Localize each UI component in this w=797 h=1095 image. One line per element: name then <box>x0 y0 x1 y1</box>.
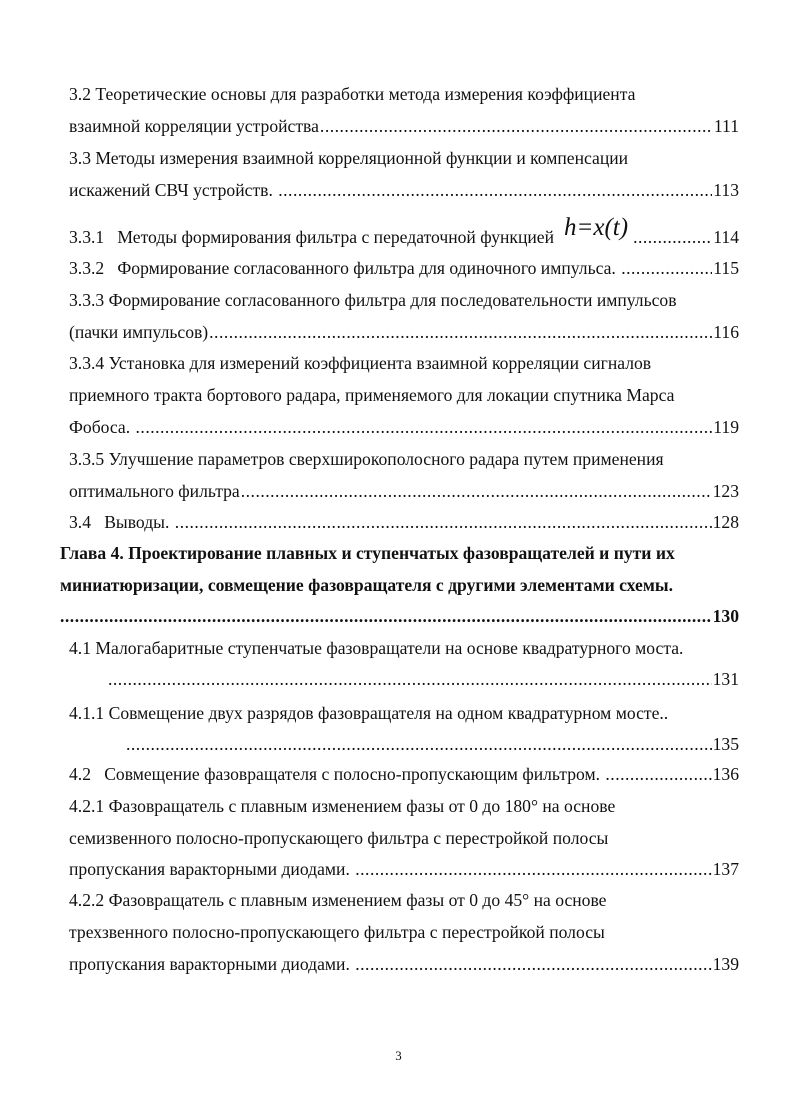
toc-4-2-1-title: пропускания варакторными диодами. <box>69 859 355 879</box>
toc-chapter-4-page: 130 <box>712 606 739 626</box>
toc-3-3-5-title: оптимального фильтра <box>69 481 240 501</box>
toc-4-2-page: 136 <box>712 764 739 784</box>
toc-3-2-page: 111 <box>713 116 739 136</box>
toc-3-3-1-title: 3.3.1 Методы формирования фильтра с передаточной функцией <box>69 227 555 247</box>
toc-4-2-2-line3 <box>69 952 739 976</box>
toc-3-3-3-title: (пачки импульсов) <box>69 322 209 342</box>
toc-3-3-3-line1: 3.3.3 Формирование согласованного фильтра для последовательности импульсов <box>69 290 677 310</box>
toc-3-3-line2 <box>69 178 739 202</box>
toc-3-3-4-line1: 3.3.4 Установка для измерений коэффициента взаимной корреляции сигналов <box>69 353 652 373</box>
toc-3-3-4-page: 119 <box>713 417 739 437</box>
toc-3-3-5-line1: 3.3.5 Улучшение параметров сверхширокополосного радара путем применения <box>69 449 664 469</box>
toc-4-2-2-title: пропускания варакторными диодами. <box>69 954 355 974</box>
toc-4-2-1-line3 <box>69 857 739 881</box>
toc-3-3-2-title: 3.3.2 Формирование согласованного фильтра для одиночного импульса. <box>69 258 621 278</box>
toc-3-3-line1: 3.3 Методы измерения взаимной корреляционной функции и компенсации <box>69 148 629 168</box>
toc-4-2-1-line1: 4.2.1 Фазовращатель с плавным изменением фазы от 0 до 180° на основе <box>69 796 616 816</box>
toc-4-2-title: 4.2 Совмещение фазовращателя с полосно-пропускающим фильтром. <box>69 764 605 784</box>
toc-4-2-1-page: 137 <box>712 859 739 879</box>
toc-4-2-2-page: 139 <box>712 954 739 974</box>
toc-3-3-1 <box>69 214 739 248</box>
toc-3-3-title: искажений СВЧ устройств. <box>69 180 278 200</box>
toc-4-1-line2 <box>108 667 739 691</box>
toc-3-3-5-page: 123 <box>712 481 739 501</box>
toc-3-3-4-line3 <box>69 415 739 439</box>
toc-4-2-2-line1: 4.2.2 Фазовращатель с плавным изменением фазы от 0 до 45° на основе <box>69 890 607 910</box>
transfer-function-formula: h=x(t) <box>564 214 629 241</box>
toc-3-3-3-page: 116 <box>713 322 739 342</box>
toc-4-1-page: 131 <box>712 669 739 689</box>
toc-3-3-2-page: 115 <box>713 258 739 278</box>
toc-4-1-1-page: 135 <box>712 734 739 754</box>
toc-3-3-2 <box>69 256 739 280</box>
toc-4-1-1-line2 <box>126 732 739 756</box>
toc-3-4-page: 128 <box>712 512 739 532</box>
toc-3-3-1-page: 114 <box>713 227 739 247</box>
toc-3-3-4-line2: приемного тракта бортового радара, применяемого для локации спутника Марса <box>69 385 675 405</box>
toc-chapter-4-line1: Глава 4. Проектирование плавных и ступенчатых фазовращателей и пути их <box>60 543 675 563</box>
toc-3-4 <box>69 510 739 534</box>
toc-3-4-title: 3.4 Выводы. <box>69 512 174 532</box>
toc-4-1-line1: 4.1 Малогабаритные ступенчатые фазовращатели на основе квадратурного моста. <box>69 638 684 658</box>
toc-4-2-1-line2: семизвенного полосно-пропускающего фильтра с перестройкой полосы <box>69 828 609 848</box>
toc-3-3-4-title: Фобоса. <box>69 417 135 437</box>
toc-3-3-3-line2 <box>69 320 739 344</box>
toc-4-2 <box>69 762 739 786</box>
toc-3-2-title: взаимной корреляции устройства <box>69 116 319 136</box>
toc-3-3-page: 113 <box>713 180 739 200</box>
page-number: 3 <box>395 1048 402 1063</box>
toc-chapter-4-line2: миниатюризации, совмещение фазовращателя с другими элементами схемы. <box>60 575 673 595</box>
toc-4-2-2-line2: трехзвенного полосно-пропускающего фильтра с перестройкой полосы <box>69 922 605 942</box>
toc-4-1-1-line1: 4.1.1 Совмещение двух разрядов фазовращателя на одном квадратурном мосте.. <box>69 703 669 723</box>
toc-3-2-line2 <box>69 114 739 138</box>
toc-3-2-line1: 3.2 Теоретические основы для разработки метода измерения коэффициента <box>69 84 636 104</box>
toc-3-3-5-line2 <box>69 479 739 503</box>
toc-chapter-4-line3 <box>60 604 739 628</box>
